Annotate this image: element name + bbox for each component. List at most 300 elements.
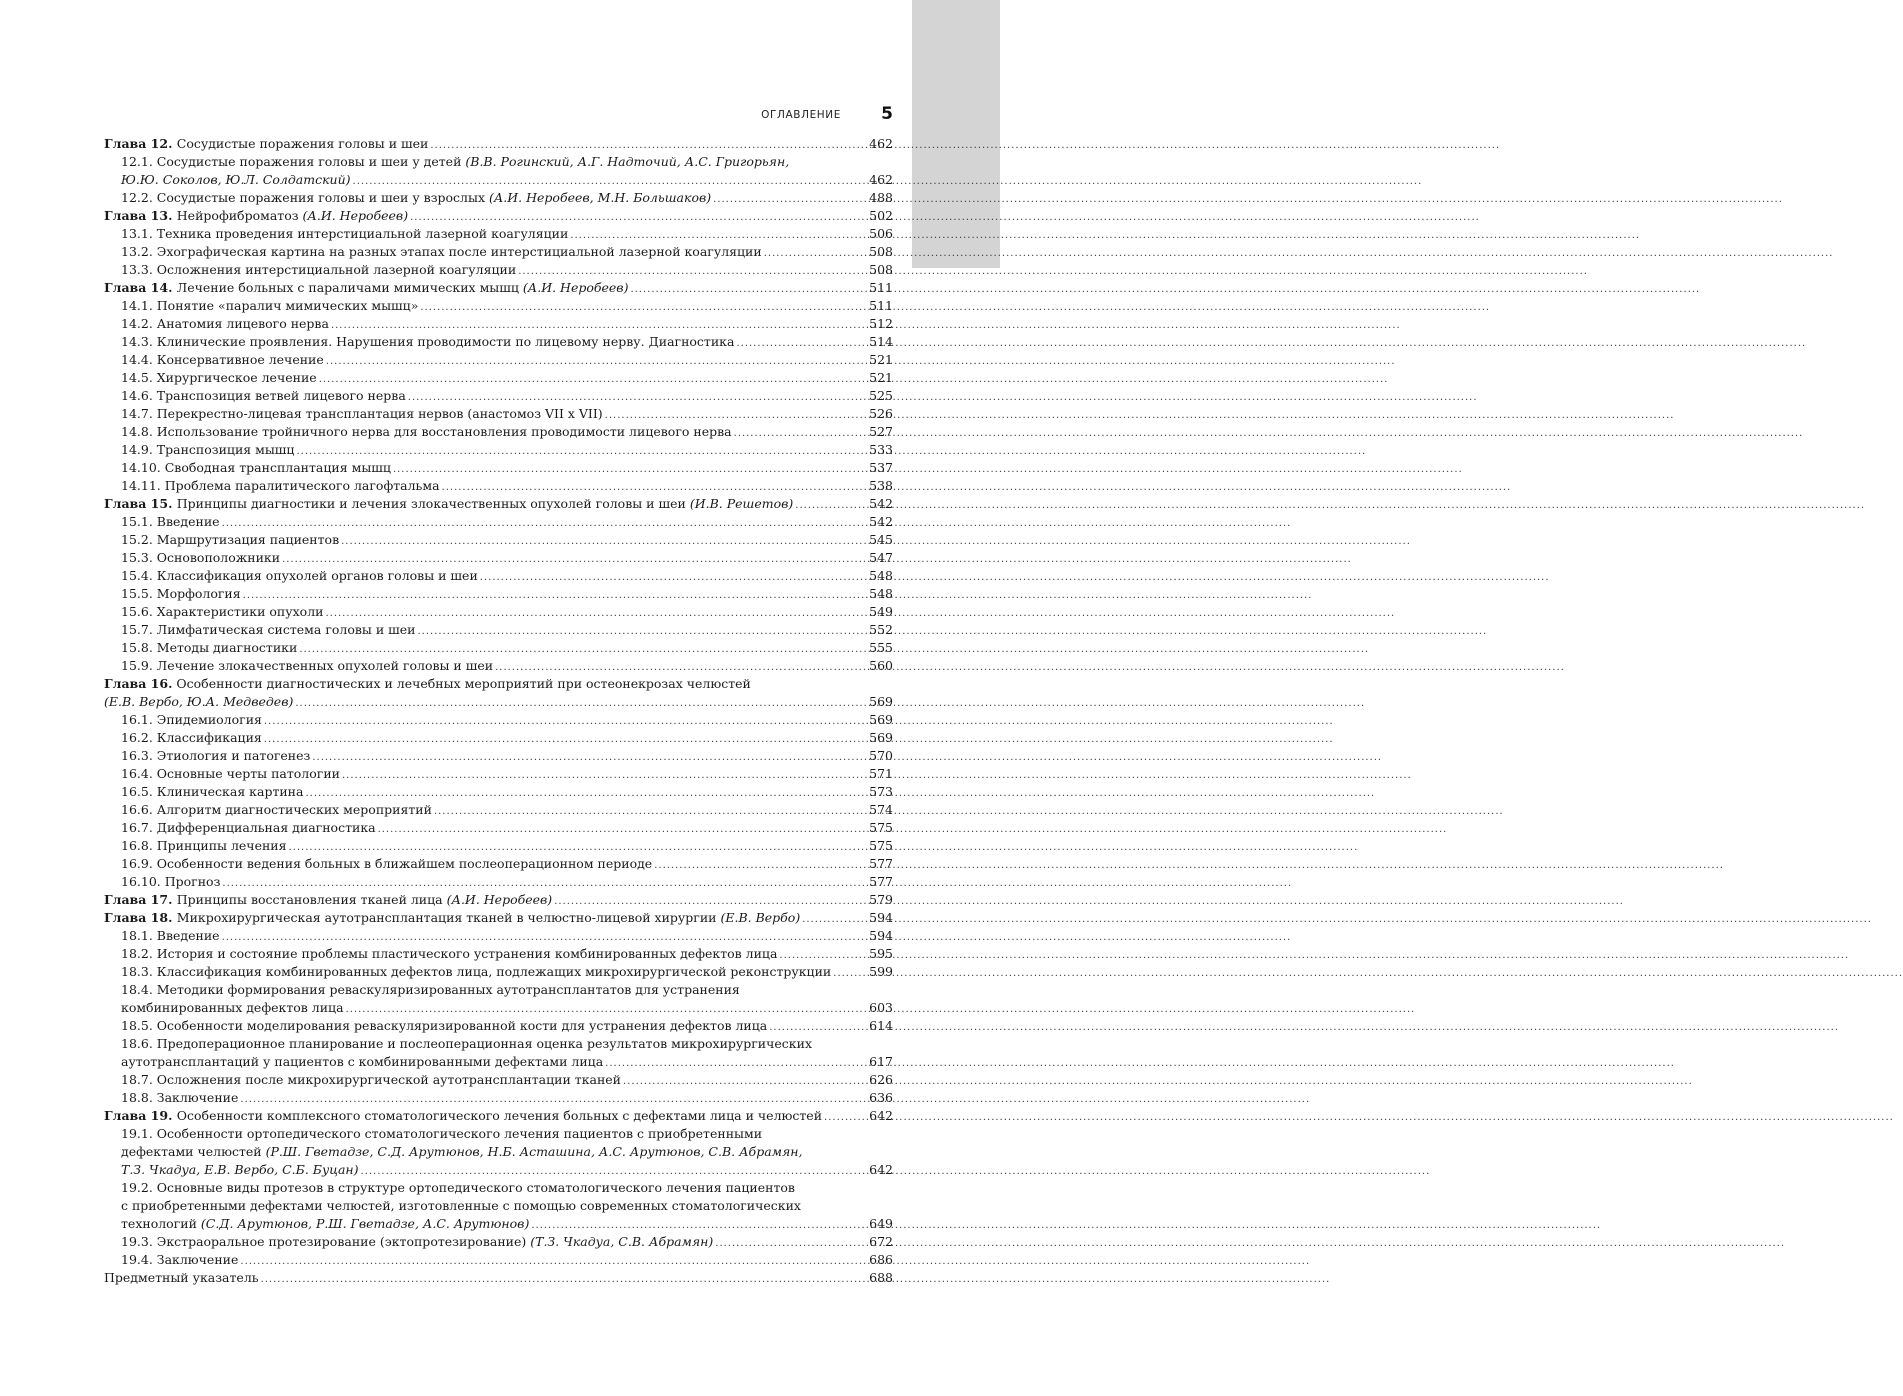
toc-entry-title <box>121 567 478 585</box>
toc-page-ref: 636 <box>869 1090 893 1105</box>
toc-entry-continuation-line: с приобретенными дефектами челюстей, изготовленные с помощью современных стоматологических <box>121 1198 801 1213</box>
toc-page-ref: 538 <box>869 478 893 493</box>
toc-entry-title <box>121 999 344 1017</box>
toc-entry-text: 16.5. Клиническая картина <box>121 784 304 799</box>
toc-entry-text: комбинированных дефектов лица <box>121 1000 344 1015</box>
toc-section-entry <box>104 801 893 819</box>
toc-entry-title <box>121 297 418 315</box>
toc-entry-line <box>121 333 893 351</box>
toc-entry-line <box>121 423 893 441</box>
toc-entry-line <box>121 243 893 261</box>
toc-entry-line <box>121 945 893 963</box>
toc-entry-title <box>121 1089 238 1107</box>
toc-entry-title <box>121 225 568 243</box>
toc-entry-line <box>121 855 893 873</box>
toc-entry-title <box>121 1053 603 1071</box>
toc-page-ref: 575 <box>869 838 893 853</box>
toc-page-ref: 514 <box>869 334 893 349</box>
toc-entry-line <box>121 747 893 765</box>
chapter-label: Глава 15. <box>104 496 177 511</box>
toc-entry-title <box>104 1269 259 1287</box>
toc-entry-text: 15.4. Классификация опухолей органов головы и шеи <box>121 568 478 583</box>
toc-entry-text: Лечение больных с параличами мимических мышц <box>176 280 523 295</box>
toc-entry-text: 14.6. Транспозиция ветвей лицевого нерва <box>121 388 406 403</box>
toc-entry-line <box>121 1215 893 1233</box>
toc-entry-line <box>104 693 893 711</box>
toc-entry-line <box>121 639 893 657</box>
toc-page-ref: 569 <box>869 712 893 727</box>
toc-page-ref: 688 <box>869 1270 893 1285</box>
toc-page-ref: 542 <box>869 496 893 511</box>
toc-page-ref: 617 <box>869 1054 893 1069</box>
toc-section-entry <box>104 819 893 837</box>
toc-section-entry <box>104 1233 893 1251</box>
toc-entry-text: 15.5. Морфология <box>121 586 241 601</box>
toc-section-entry <box>104 441 893 459</box>
toc-entry-title <box>121 927 220 945</box>
toc-section-entry <box>104 1035 893 1071</box>
toc-entry-title <box>121 747 310 765</box>
chapter-label: Глава 17. <box>104 892 177 907</box>
toc-entry-line <box>104 495 893 513</box>
toc-entry-title <box>121 1071 621 1089</box>
toc-entry-title <box>121 837 287 855</box>
toc-section-entry <box>104 1017 893 1035</box>
toc-page-ref: 537 <box>869 460 893 475</box>
toc-entry-line <box>121 459 893 477</box>
toc-entry-line <box>121 549 893 567</box>
toc-page-ref: 599 <box>869 964 893 979</box>
toc-entry-text: 16.2. Классификация <box>121 730 262 745</box>
toc-section-entry <box>104 873 893 891</box>
toc-entry-line <box>121 963 893 981</box>
toc-entry-text: 18.3. Классификация комбинированных дефектов лица, подлежащих микрохирургической реконструкции <box>121 964 832 979</box>
toc-chapter-entry <box>104 135 893 153</box>
toc-entry-continuation-line: 12.1. Сосудистые поражения головы и шеи у детей (В.В. Рогинский, А.Г. Надточий, А.С. Григорьян, <box>121 154 790 169</box>
toc-page-ref: 521 <box>869 370 893 385</box>
toc-page-ref: 552 <box>869 622 893 637</box>
toc-section-entry <box>104 369 893 387</box>
toc-entry-authors: (Т.З. Чкадуа, С.В. Абрамян) <box>530 1234 714 1249</box>
toc-entry-text: 18.5. Особенности моделирования реваскуляризированной кости для устранения дефектов лица <box>121 1018 768 1033</box>
toc-chapter-entry <box>104 1269 893 1287</box>
toc-page-ref: 547 <box>869 550 893 565</box>
chapter-label: Глава 12. <box>104 136 177 151</box>
dot-leader <box>261 1271 868 1289</box>
toc-page-ref: 549 <box>869 604 893 619</box>
toc-section-entry <box>104 351 893 369</box>
toc-entry-line <box>121 765 893 783</box>
toc-entry-line <box>121 189 893 207</box>
toc-entry-title <box>104 1107 822 1125</box>
toc-entry-line <box>121 657 893 675</box>
toc-page-ref: 672 <box>869 1234 893 1249</box>
toc-entry-text: 18.7. Осложнения после микрохирургической аутотрансплантации тканей <box>121 1072 622 1087</box>
toc-entry-text: 12.2. Сосудистые поражения головы и шеи у взрослых <box>121 190 489 205</box>
toc-page-ref: 508 <box>869 262 893 277</box>
toc-entry-title <box>121 261 516 279</box>
toc-entry-title <box>104 135 428 153</box>
toc-entry-line <box>121 1161 893 1179</box>
toc-entry-authors: (А.И. Неробеев) <box>522 280 629 295</box>
toc-page-ref: 511 <box>869 280 893 295</box>
toc-entry-text: Особенности комплексного стоматологического лечения больных с дефектами лица и челюстей <box>176 1108 823 1123</box>
toc-section-entry <box>104 153 893 189</box>
toc-entry-line <box>121 1071 893 1089</box>
toc-section-entry <box>104 549 893 567</box>
toc-entry-line <box>121 567 893 585</box>
toc-entry-text: 13.1. Техника проведения интерстициальной лазерной коагуляции <box>121 226 569 241</box>
toc-page-ref: 488 <box>869 190 893 205</box>
toc-entry-text: Принципы диагностики и лечения злокачественных опухолей головы и шеи <box>176 496 690 511</box>
toc-entry-text: Предметный указатель <box>104 1270 259 1285</box>
toc-page-ref: 555 <box>869 640 893 655</box>
toc-page-ref: 570 <box>869 748 893 763</box>
toc-entry-line <box>104 891 893 909</box>
toc-page-ref: 642 <box>869 1108 893 1123</box>
toc-entry-line <box>121 351 893 369</box>
toc-page-ref: 642 <box>869 1162 893 1177</box>
toc-entry-text: 18.8. Заключение <box>121 1090 239 1105</box>
toc-entry-text: Принципы восстановления тканей лица <box>176 892 447 907</box>
toc-entry-continuation-line: 18.4. Методики формирования реваскуляризированных аутотрансплантатов для устранения <box>121 982 740 997</box>
toc-entry-title <box>104 891 552 909</box>
toc-entry-line <box>121 1017 893 1035</box>
chapter-label: Глава 18. <box>104 910 177 925</box>
toc-entry-text: технологий <box>121 1216 201 1231</box>
toc-chapter-entry <box>104 891 893 909</box>
toc-entry-text: Сосудистые поражения головы и шеи <box>176 136 429 151</box>
toc-entry-title <box>104 909 800 927</box>
toc-entry-text: Нейрофиброматоз <box>176 208 303 223</box>
toc-entry-text: 14.1. Понятие «паралич мимических мышц» <box>121 298 419 313</box>
toc-entry-authors: (С.Д. Арутюнов, Р.Ш. Гветадзе, А.С. Арутюнов) <box>200 1216 530 1231</box>
toc-entry-authors: (А.И. Неробеев) <box>302 208 409 223</box>
toc-section-entry <box>104 261 893 279</box>
toc-entry-title <box>121 369 317 387</box>
toc-entry-line <box>121 873 893 891</box>
toc-entry-title <box>104 279 628 297</box>
toc-section-entry <box>104 189 893 207</box>
toc-entry-title <box>121 765 340 783</box>
toc-section-entry <box>104 747 893 765</box>
toc-section-entry <box>104 1125 893 1179</box>
toc-entry-title <box>121 783 303 801</box>
toc-page-ref: 533 <box>869 442 893 457</box>
toc-entry-line <box>121 369 893 387</box>
toc-entry-line <box>104 1107 893 1125</box>
toc-entry-title <box>121 1233 713 1251</box>
toc-entry-line <box>121 729 893 747</box>
toc-entry-title <box>104 495 793 513</box>
toc-section-entry <box>104 621 893 639</box>
toc-page-ref: 462 <box>869 136 893 151</box>
toc-section-entry <box>104 1071 893 1089</box>
running-head <box>0 104 893 128</box>
toc-entry-line <box>121 513 893 531</box>
toc-page-ref: 525 <box>869 388 893 403</box>
toc-entry-line <box>104 207 893 225</box>
toc-entry-text: 14.10. Свободная трансплантация мышц <box>121 460 391 475</box>
toc-entry-line <box>121 801 893 819</box>
toc-section-entry <box>104 657 893 675</box>
toc-entry-line <box>121 387 893 405</box>
toc-entry-title <box>121 621 415 639</box>
toc-chapter-entry <box>104 495 893 513</box>
toc-entry-text: 15.7. Лимфатическая система головы и шеи <box>121 622 416 637</box>
toc-entry-title <box>121 1215 529 1233</box>
toc-page-ref: 575 <box>869 820 893 835</box>
toc-entry-title <box>121 405 603 423</box>
toc-section-entry <box>104 981 893 1017</box>
toc-entry-continuation-line: 19.2. Основные виды протезов в структуре ортопедического стоматологического лечения пациентов <box>121 1180 795 1195</box>
toc-chapter-entry <box>104 279 893 297</box>
toc-entry-line <box>121 1053 893 1071</box>
toc-section-entry <box>104 855 893 873</box>
toc-entry-text: 13.3. Осложнения интерстициальной лазерной коагуляции <box>121 262 517 277</box>
toc-entry-line <box>121 1089 893 1107</box>
toc-entry-title <box>121 729 262 747</box>
toc-entry-text: 15.6. Характеристики опухоли <box>121 604 324 619</box>
toc-chapter-entry <box>104 675 893 711</box>
toc-page-ref: 595 <box>869 946 893 961</box>
toc-entry-text: 15.8. Методы диагностики <box>121 640 298 655</box>
toc-page-ref: 614 <box>869 1018 893 1033</box>
toc-entry-authors: Ю.Ю. Соколов, Ю.Л. Солдатский) <box>121 172 351 187</box>
toc-entry-title <box>121 1161 359 1179</box>
toc-entry-title <box>121 873 220 891</box>
toc-entry-title <box>121 315 329 333</box>
toc-entry-title <box>121 549 280 567</box>
toc-entry-title <box>121 423 732 441</box>
toc-entry-line <box>104 279 893 297</box>
toc-entry-title <box>121 171 351 189</box>
toc-page-ref: 512 <box>869 316 893 331</box>
toc-section-entry <box>104 531 893 549</box>
toc-entry-title <box>104 693 293 711</box>
toc-entry-title <box>121 531 339 549</box>
toc-entry-line <box>121 225 893 243</box>
toc-entry-text: 16.4. Основные черты патологии <box>121 766 340 781</box>
toc-section-entry <box>104 837 893 855</box>
toc-section-entry <box>104 459 893 477</box>
toc-entry-text: 15.2. Маршрутизация пациентов <box>121 532 340 547</box>
toc-entry-title <box>121 189 711 207</box>
toc-entry-line <box>104 1269 893 1287</box>
toc-entry-title <box>121 963 831 981</box>
toc-page-ref: 548 <box>869 568 893 583</box>
toc-section-entry <box>104 225 893 243</box>
toc-entry-title <box>121 639 297 657</box>
toc-entry-text: аутотрансплантаций у пациентов с комбинированными дефектами лица <box>121 1054 604 1069</box>
toc-section-entry <box>104 477 893 495</box>
toc-entry-line <box>104 909 893 927</box>
toc-page-ref: 594 <box>869 928 893 943</box>
toc-section-entry <box>104 711 893 729</box>
toc-entry-text: 14.3. Клинические проявления. Нарушения проводимости по лицевому нерву. Диагностика <box>121 334 735 349</box>
toc-entry-line <box>104 135 893 153</box>
toc-section-entry <box>104 1089 893 1107</box>
toc-entry-line <box>121 621 893 639</box>
toc-entry-title <box>121 243 762 261</box>
toc-entry-text: 14.7. Перекрестно-лицевая трансплантация нервов (анастомоз VII x VII) <box>121 406 603 421</box>
toc-section-entry <box>104 963 893 981</box>
toc-entry-title <box>121 351 324 369</box>
toc-entry-text: 16.7. Дифференциальная диагностика <box>121 820 376 835</box>
toc-entry-authors: (Е.В. Вербо, Ю.А. Медведев) <box>104 694 294 709</box>
toc-entry-text: 14.11. Проблема паралитического лагофтальма <box>121 478 440 493</box>
toc-page-ref: 542 <box>869 514 893 529</box>
toc-entry-line <box>121 819 893 837</box>
toc-page-ref: 502 <box>869 208 893 223</box>
toc-entry-text: 15.3. Основоположники <box>121 550 281 565</box>
toc-section-entry <box>104 783 893 801</box>
toc-entry-line <box>121 297 893 315</box>
toc-section-entry <box>104 927 893 945</box>
toc-entry-authors: Т.З. Чкадуа, Е.В. Вербо, С.Б. Буцан) <box>121 1162 359 1177</box>
toc-entry-line <box>121 315 893 333</box>
toc-entry-text: 16.3. Этиология и патогенез <box>121 748 311 763</box>
toc-page-ref: 686 <box>869 1252 893 1267</box>
toc-section-entry <box>104 729 893 747</box>
toc-entry-text: 16.6. Алгоритм диагностических мероприятий <box>121 802 432 817</box>
toc-entry-title <box>121 855 652 873</box>
toc-page-ref: 526 <box>869 406 893 421</box>
running-head-title: ОГЛАВЛЕНИЕ <box>761 109 841 121</box>
toc-section-entry <box>104 1251 893 1269</box>
toc-entry-continuation-line: 18.6. Предоперационное планирование и послеоперационная оценка результатов микрохирургических <box>121 1036 812 1051</box>
toc-entry-authors: (А.И. Неробеев) <box>446 892 553 907</box>
toc-entry-text: 14.9. Транспозиция мышц <box>121 442 295 457</box>
toc-page-ref: 521 <box>869 352 893 367</box>
toc-entry-authors: (И.В. Решетов) <box>689 496 794 511</box>
toc-section-entry <box>104 333 893 351</box>
toc-entry-title <box>121 459 391 477</box>
toc-entry-line <box>121 711 893 729</box>
toc-page-ref: 577 <box>869 856 893 871</box>
toc-page-ref: 571 <box>869 766 893 781</box>
toc-entry-authors: (Е.В. Вербо) <box>720 910 801 925</box>
toc-section-entry <box>104 405 893 423</box>
toc-entry-text: 15.9. Лечение злокачественных опухолей головы и шеи <box>121 658 494 673</box>
toc-entry-text: 16.10. Прогноз <box>121 874 221 889</box>
toc-page-ref: 569 <box>869 730 893 745</box>
toc-entry-text: 15.1. Введение <box>121 514 220 529</box>
toc-section-entry <box>104 567 893 585</box>
toc-entry-text: 16.8. Принципы лечения <box>121 838 287 853</box>
toc-entry-title <box>121 387 406 405</box>
toc-page-ref: 594 <box>869 910 893 925</box>
toc-entry-continuation-line: 19.1. Особенности ортопедического стоматологического лечения пациентов с приобретенными <box>121 1126 763 1141</box>
toc-entry-line <box>121 927 893 945</box>
toc-entry-title <box>121 1017 767 1035</box>
toc-chapter-entry <box>104 1107 893 1125</box>
toc-page-ref: 506 <box>869 226 893 241</box>
toc-entry-line <box>121 171 893 189</box>
toc-entry-title <box>121 1251 238 1269</box>
toc-entry-title <box>121 603 323 621</box>
toc-entry-title <box>121 819 376 837</box>
toc-entry-continuation-line: Глава 16. Особенности диагностических и лечебных мероприятий при остеонекрозах челюстей <box>104 676 751 691</box>
toc-entry-text: 16.1. Эпидемиология <box>121 712 262 727</box>
toc-section-entry <box>104 603 893 621</box>
toc-page-ref: 527 <box>869 424 893 439</box>
chapter-label: Глава 19. <box>104 1108 177 1123</box>
page-number: 5 <box>881 104 893 124</box>
toc-entry-line <box>121 1251 893 1269</box>
toc-entry-text: 14.8. Использование тройничного нерва для восстановления проводимости лицевого нерва <box>121 424 732 439</box>
toc-section-entry <box>104 945 893 963</box>
toc-page-ref: 573 <box>869 784 893 799</box>
toc-entry-text: Микрохирургическая аутотрансплантация тканей в челюстно-лицевой хирургии <box>176 910 721 925</box>
toc-section-entry <box>104 765 893 783</box>
toc-page-ref: 548 <box>869 586 893 601</box>
toc-page-ref: 569 <box>869 694 893 709</box>
toc-page-ref: 603 <box>869 1000 893 1015</box>
toc-entry-title <box>121 657 493 675</box>
toc-section-entry <box>104 513 893 531</box>
toc-chapter-entry <box>104 909 893 927</box>
toc-entry-continuation-line: дефектами челюстей (Р.Ш. Гветадзе, С.Д. Арутюнов, Н.Б. Асташина, А.С. Арутюнов, С.В. Абрамян, <box>121 1144 803 1159</box>
toc-entry-line <box>121 405 893 423</box>
toc-chapter-entry <box>104 207 893 225</box>
toc-entry-text: 19.4. Заключение <box>121 1252 239 1267</box>
toc-section-entry <box>104 639 893 657</box>
toc-page-ref: 574 <box>869 802 893 817</box>
toc-section-entry <box>104 1179 893 1233</box>
toc-section-entry <box>104 423 893 441</box>
toc-page-ref: 579 <box>869 892 893 907</box>
toc-entry-authors: (А.И. Неробеев, М.Н. Большаков) <box>488 190 712 205</box>
toc-page-ref: 577 <box>869 874 893 889</box>
toc-entry-text: 18.2. История и состояние проблемы пластического устранения комбинированных дефектов лица <box>121 946 778 961</box>
toc-entry-title <box>121 477 440 495</box>
toc-entry-title <box>121 801 432 819</box>
toc-entry-text: 13.2. Эхографическая картина на разных этапах после интерстициальной лазерной коагуляции <box>121 244 762 259</box>
table-of-contents <box>104 135 893 1287</box>
toc-entry-text: 14.2. Анатомия лицевого нерва <box>121 316 329 331</box>
toc-page-ref: 545 <box>869 532 893 547</box>
toc-page-ref: 626 <box>869 1072 893 1087</box>
toc-entry-text: 16.9. Особенности ведения больных в ближайшем послеоперационном периоде <box>121 856 653 871</box>
toc-entry-line <box>121 999 893 1017</box>
toc-entry-line <box>121 837 893 855</box>
toc-section-entry <box>104 387 893 405</box>
toc-entry-line <box>121 531 893 549</box>
toc-entry-title <box>121 333 734 351</box>
toc-page-ref: 560 <box>869 658 893 673</box>
toc-entry-title <box>121 945 777 963</box>
toc-entry-text: 19.3. Экстраоральное протезирование (эктопротезирование) <box>121 1234 531 1249</box>
toc-entry-line <box>121 1233 893 1251</box>
thumb-tab-marker <box>912 0 1000 268</box>
toc-page-ref: 462 <box>869 172 893 187</box>
toc-entry-text: 14.5. Хирургическое лечение <box>121 370 317 385</box>
toc-entry-title <box>121 513 220 531</box>
chapter-label: Глава 13. <box>104 208 177 223</box>
toc-page-ref: 511 <box>869 298 893 313</box>
toc-entry-title <box>121 711 262 729</box>
toc-entry-text: 14.4. Консервативное лечение <box>121 352 324 367</box>
toc-entry-line <box>121 585 893 603</box>
toc-entry-line <box>121 441 893 459</box>
toc-entry-line <box>121 261 893 279</box>
toc-entry-text: 18.1. Введение <box>121 928 220 943</box>
chapter-label: Глава 14. <box>104 280 177 295</box>
toc-entry-line <box>121 603 893 621</box>
toc-page-ref: 649 <box>869 1216 893 1231</box>
toc-entry-title <box>121 441 294 459</box>
